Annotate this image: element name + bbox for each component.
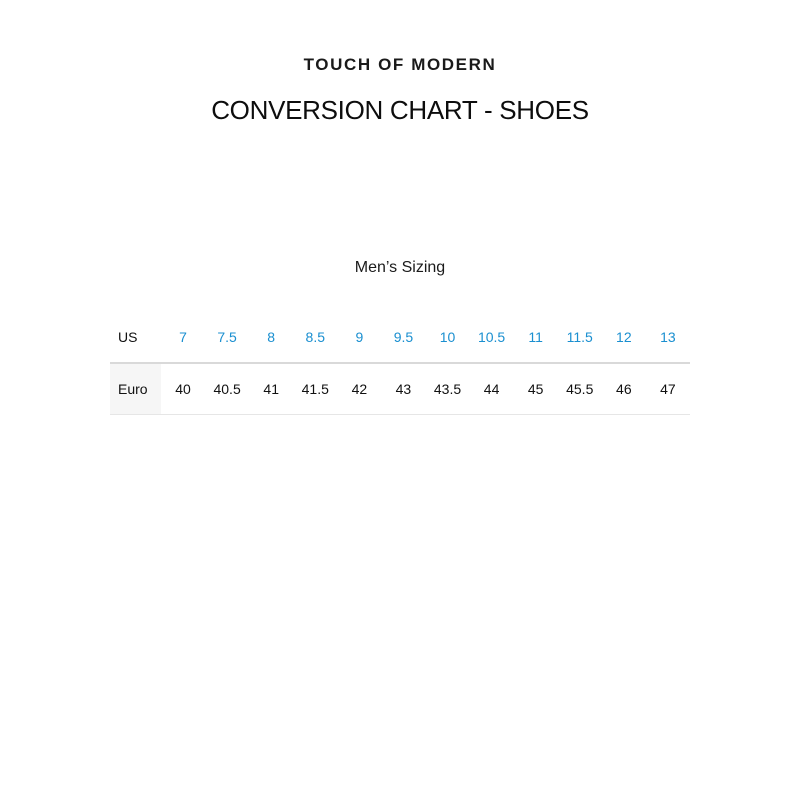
us-size-cell: 12	[602, 312, 646, 363]
us-size-cell: 8	[249, 312, 293, 363]
euro-size-cell: 45	[514, 363, 558, 415]
euro-size-cell: 41.5	[293, 363, 337, 415]
us-size-cell: 8.5	[293, 312, 337, 363]
euro-size-cell: 43	[381, 363, 425, 415]
us-size-cell: 11.5	[558, 312, 602, 363]
euro-size-cell: 46	[602, 363, 646, 415]
us-size-cell: 11	[514, 312, 558, 363]
euro-size-cell: 40.5	[205, 363, 249, 415]
euro-size-cell: 43.5	[425, 363, 469, 415]
us-size-cell: 9.5	[381, 312, 425, 363]
table-row-us	[110, 312, 690, 363]
us-size-cell: 10.5	[470, 312, 514, 363]
table-row-euro	[110, 363, 690, 415]
us-size-cell: 10	[425, 312, 469, 363]
euro-size-cell: 44	[470, 363, 514, 415]
euro-size-cell: 45.5	[558, 363, 602, 415]
us-size-cell: 9	[337, 312, 381, 363]
brand-logo: TOUCH OF MODERN	[303, 55, 497, 74]
page-title: CONVERSION CHART - SHOES	[211, 95, 589, 125]
section-title: Men’s Sizing	[354, 259, 446, 276]
euro-size-cell: 41	[249, 363, 293, 415]
us-size-cell: 13	[646, 312, 690, 363]
euro-size-cell: 40	[161, 363, 205, 415]
row-label-us: US	[110, 312, 161, 363]
euro-size-cell: 47	[646, 363, 690, 415]
row-label-euro: Euro	[110, 363, 161, 415]
us-size-cell: 7.5	[205, 312, 249, 363]
us-size-cell: 7	[161, 312, 205, 363]
euro-size-cell: 42	[337, 363, 381, 415]
size-conversion-table	[110, 312, 690, 415]
